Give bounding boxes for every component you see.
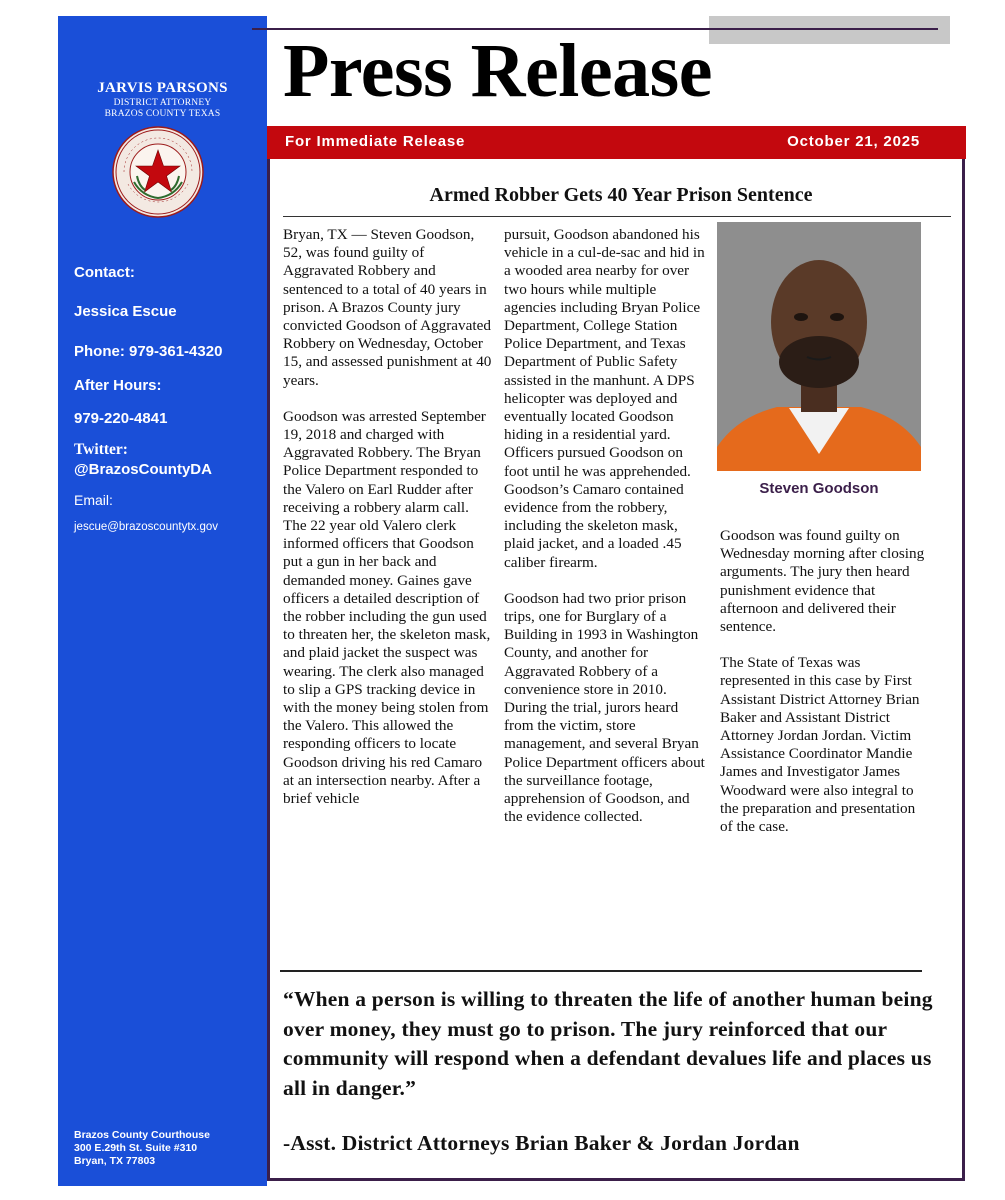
paragraph: pursuit, Goodson abandoned his vehicle in a cul-de-sac and hid in a wooded area nearby for over two hours while multiple agencies including Bryan Police Department, College Station Police Department, and Texas Department of Public Safety assisted in the manhunt. A DPS helicopter was deployed and eventually located Goodson hiding in a residential yard. Officers pursued Goodson on foot until he was apprehended. Goodson’s Camaro contained evidence from the robbery, including the skeleton mask, plaid jacket, and a loaded .45 caliber firearm. bbox=[504, 226, 705, 571]
after-hours-phone[interactable]: 979-220-4841 bbox=[74, 410, 168, 427]
da-title-line2: BRAZOS COUNTY TEXAS bbox=[104, 109, 221, 119]
frame-left-border bbox=[267, 159, 270, 1181]
twitter-handle[interactable]: @BrazosCountyDA bbox=[74, 461, 212, 478]
mugshot-photo bbox=[717, 222, 921, 471]
article-column-2 bbox=[504, 226, 710, 845]
quote-rule bbox=[280, 970, 922, 972]
release-date: October 21, 2025 bbox=[787, 133, 920, 150]
sidebar bbox=[58, 16, 267, 1186]
paragraph: The State of Texas was represented in this case by First Assistant District Attorney Brian Baker and Assistant District Attorney Jordan Jordan. Victim Assistance Coordinator Mandie James and Investigator James Woodward were also integral to the preparation and presentation of the case. bbox=[720, 654, 920, 836]
contact-name: Jessica Escue bbox=[74, 303, 177, 320]
paragraph: Goodson had two prior prison trips, one for Burglary of a Building in 1993 in Washington County, and another for Aggravated Robbery of a convenience store in 2010. During the trial, jurors heard from the victim, store management, and several Bryan Police Department officers about the surveillance footage, apprehension of Goodson, and the evidence collected. bbox=[504, 589, 705, 826]
da-title-line1: DISTRICT ATTORNEY bbox=[113, 98, 212, 108]
paragraph: Bryan, TX — Steven Goodson, 52, was found guilty of Aggravated Robbery and sentenced to a total of 40 years in prison. A Brazos County jury convicted Goodson of Aggravated Robbery on Wednesday, October 15, and assessed punishment at 40 years. bbox=[283, 226, 492, 389]
email-label: Email: bbox=[74, 492, 113, 508]
address-line3: Bryan, TX 77803 bbox=[74, 1155, 156, 1167]
paragraph: Goodson was arrested September 19, 2018 and charged with Aggravated Robbery. The Bryan Police Department responded to the Valero on Earl Rudder after receiving a robbery alarm call. The 22 year old Valero clerk informed officers that Goodson put a gun in her back and demanded money. Gaines gave officers a detailed description of the robber including the gun used to threaten her, the skeleton mask, and plaid jacket the suspect was wearing. The clerk also managed to slip a GPS tracking device in with the money being stolen from the Valero. This allowed the responding officers to locate Goodson driving his red Camaro at an intersection nearby. After a brief vehicle bbox=[283, 407, 491, 808]
article-headline: Armed Robber Gets 40 Year Prison Sentence bbox=[429, 184, 813, 206]
pull-quote: “When a person is willing to threaten the life of another human being over money, they must go to prison. The jury reinforced that our community will respond when a defendant devalues life and places us all in danger.” bbox=[283, 987, 933, 1100]
article-column-3 bbox=[720, 527, 926, 854]
address-line2: 300 E.29th St. Suite #310 bbox=[74, 1142, 198, 1154]
person-portrait-icon bbox=[717, 222, 921, 471]
phone-number[interactable]: Phone: 979-361-4320 bbox=[74, 343, 223, 360]
release-label: For Immediate Release bbox=[285, 133, 466, 150]
photo-caption: Steven Goodson bbox=[759, 480, 879, 497]
twitter-label: Twitter: bbox=[74, 441, 128, 458]
county-seal-icon bbox=[112, 126, 204, 218]
address-line1: Brazos County Courthouse bbox=[74, 1129, 210, 1141]
page-title: Press Release bbox=[283, 29, 712, 113]
contact-label: Contact: bbox=[74, 264, 135, 281]
email-address[interactable]: jescue@brazoscountytx.gov bbox=[74, 521, 218, 533]
frame-right-border bbox=[962, 159, 965, 1181]
paragraph: Goodson was found guilty on Wednesday morning after closing arguments. The jury then heard punishment evidence that afternoon and delivered their sentence. bbox=[720, 527, 925, 636]
header-accent-bar bbox=[709, 16, 950, 44]
headline-rule bbox=[283, 216, 951, 217]
frame-bottom-border bbox=[267, 1178, 965, 1181]
after-hours-label: After Hours: bbox=[74, 377, 162, 394]
release-banner bbox=[267, 126, 966, 159]
quote-attribution: -Asst. District Attorneys Brian Baker & Jordan Jordan bbox=[283, 1131, 800, 1155]
da-name: JARVIS PARSONS bbox=[97, 80, 228, 96]
article-column-1 bbox=[283, 226, 493, 826]
